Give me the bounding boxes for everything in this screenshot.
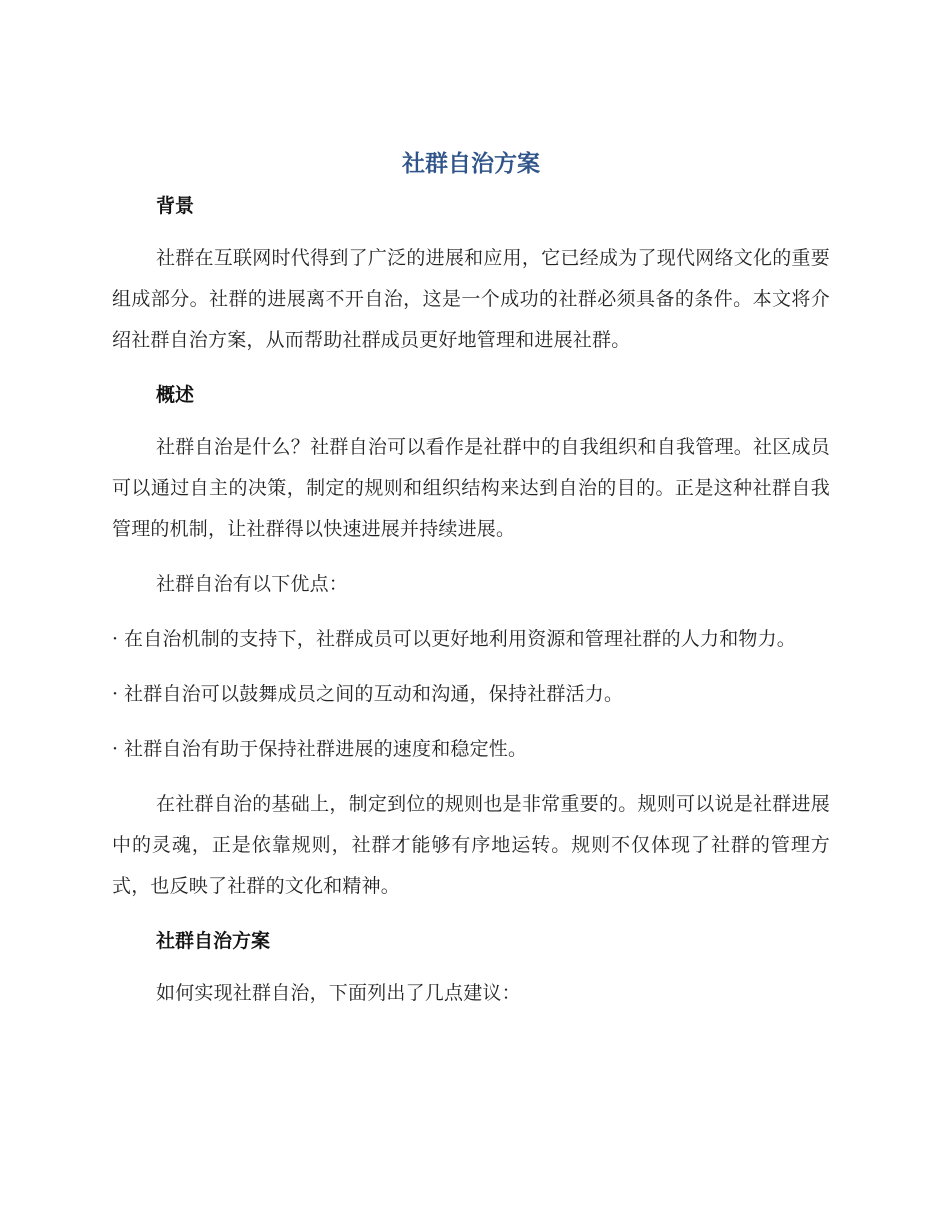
paragraph: 社群自治是什么？社群自治可以看作是社群中的自我组织和自我管理。社区成员可以通过自主的决策，制定的规则和组织结构来达到自治的目的。正是这种社群自我管理的机制，让社群得以快速进展并持续进展。 — [112, 436, 830, 540]
bullet-text: 社群自治有助于保持社群进展的速度和稳定性。 — [124, 738, 528, 760]
paragraph: 如何实现社群自治，下面列出了几点建议： — [156, 982, 521, 1004]
bullet-text: 在自治机制的支持下，社群成员可以更好地利用资源和管理社群的人力和物力。 — [124, 628, 797, 650]
section-plan — [112, 927, 830, 1014]
paragraph: 在社群自治的基础上，制定到位的规则也是非常重要的。规则可以说是社群进展中的灵魂，正是依靠规则，社群才能够有序地运转。规则不仅体现了社群的管理方式，也反映了社群的文化和精神。 — [112, 793, 830, 897]
document-page — [112, 148, 830, 1014]
document-title: 社群自治方案 — [402, 151, 540, 177]
bullet-dot-icon: · — [112, 628, 119, 650]
bullet-dot-icon: · — [112, 683, 119, 705]
section-heading-background: 背景 — [156, 195, 195, 217]
bullet-item — [112, 729, 830, 770]
bullet-item — [112, 619, 830, 660]
section-heading-plan: 社群自治方案 — [156, 930, 271, 952]
bullet-text: 社群自治可以鼓舞成员之间的互动和沟通，保持社群活力。 — [124, 683, 624, 705]
paragraph: 社群在互联网时代得到了广泛的进展和应用，它已经成为了现代网络文化的重要组成部分。社群的进展离不开自治，这是一个成功的社群必须具备的条件。本文将介绍社群自治方案，从而帮助社群成员更好地管理和进展社群。 — [112, 247, 830, 351]
section-heading-overview: 概述 — [156, 384, 195, 406]
bullet-item — [112, 674, 830, 715]
bullet-dot-icon: · — [112, 738, 119, 760]
section-overview — [112, 381, 830, 907]
paragraph: 社群自治有以下优点： — [156, 573, 349, 595]
section-background — [112, 192, 830, 361]
